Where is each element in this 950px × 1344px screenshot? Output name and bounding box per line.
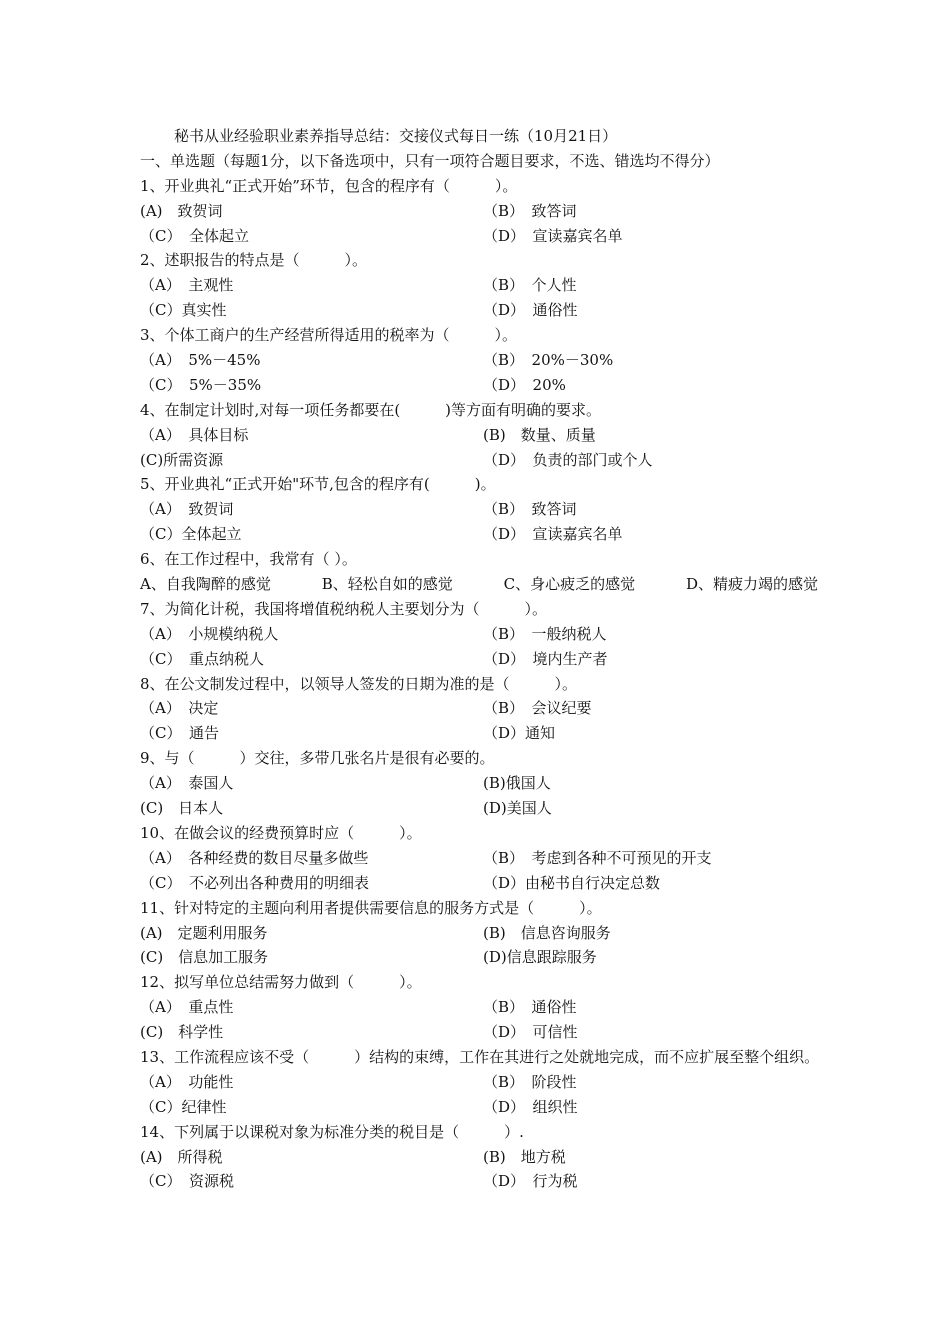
- question-6-stem: 6、在工作过程中，我常有（ ）。: [140, 550, 357, 569]
- question-1-option-b: （B） 致答词: [483, 201, 577, 220]
- question-4-options-row-1: [140, 423, 830, 448]
- question-1-option-a: (A) 致贺词: [140, 201, 223, 220]
- document-content: [140, 124, 830, 1194]
- question-2-option-b: （B） 个人性: [483, 276, 577, 295]
- question-5-option-a: （A） 致贺词: [140, 500, 234, 519]
- question-9-option-d: (D)美国人: [483, 799, 552, 818]
- question-7-option-b: （B） 一般纳税人: [483, 624, 607, 643]
- question-5-options-row-2: [140, 522, 830, 547]
- question-13-option-a: （A） 功能性: [140, 1072, 234, 1091]
- question-13-options-row-2: [140, 1095, 830, 1120]
- question-8-option-a: （A） 决定: [140, 699, 219, 718]
- question-9-options-row-1: [140, 771, 830, 796]
- question-12-stem: 12、拟写单位总结需努力做到（ ）。: [140, 973, 422, 992]
- question-9-option-b: (B)俄国人: [483, 774, 551, 793]
- question-7-option-c: （C） 重点纳税人: [140, 649, 264, 668]
- question-14-stem: 14、下列属于以课税对象为标准分类的税目是（ ）.: [140, 1122, 524, 1141]
- question-6-option-a: A、自我陶醉的感觉: [140, 575, 271, 594]
- question-11-options-row-2: [140, 945, 830, 970]
- question-9-option-c: (C) 日本人: [140, 799, 224, 818]
- question-6-option-b: B、轻松自如的感觉: [321, 575, 453, 594]
- question-1-options-row-2: [140, 224, 830, 249]
- question-6-option-c: C、身心疲乏的感觉: [503, 575, 636, 594]
- question-3-option-b: （B） 20%－30%: [483, 351, 614, 370]
- question-11-options-row-1: [140, 921, 830, 946]
- question-8-options-row-1: [140, 696, 830, 721]
- question-2-option-d: （D） 通俗性: [483, 301, 578, 320]
- question-11-stem: 11、针对特定的主题向利用者提供需要信息的服务方式是（ ）。: [140, 898, 602, 917]
- question-4-option-c: (C)所需资源: [140, 450, 224, 469]
- question-12-option-c: (C) 科学性: [140, 1023, 224, 1042]
- question-1-stem: 1、开业典礼“正式开始”环节，包含的程序有（ ）。: [140, 176, 518, 195]
- question-4-option-d: （D） 负责的部门或个人: [483, 450, 653, 469]
- question-8-option-d: （D）通知: [483, 724, 556, 743]
- question-3-option-a: （A） 5%－45%: [140, 351, 261, 370]
- question-8-option-b: （B） 会议纪要: [483, 699, 592, 718]
- question-5-stem: 5、开业典礼“正式开始"环节,包含的程序有( )。: [140, 475, 496, 494]
- question-12-options-row-1: [140, 995, 830, 1020]
- question-2-option-c: （C）真实性: [140, 301, 227, 320]
- question-14-option-b: (B) 地方税: [483, 1147, 566, 1166]
- question-12-option-d: （D） 可信性: [483, 1023, 578, 1042]
- question-10-option-c: （C） 不必列出各种费用的明细表: [140, 873, 369, 892]
- question-3-options-row-1: [140, 348, 830, 373]
- document-title: 秘书从业经验职业素养指导总结：交接仪式每日一练（10月21日）: [174, 127, 618, 145]
- question-10-option-d: （D）由秘书自行决定总数: [483, 873, 661, 892]
- question-4-option-a: （A） 具体目标: [140, 425, 249, 444]
- question-6-option-d: D、精疲力竭的感觉: [685, 575, 818, 594]
- question-14-option-c: （C） 资源税: [140, 1172, 234, 1191]
- question-1-option-c: （C） 全体起立: [140, 226, 249, 245]
- question-5-option-d: （D） 宣读嘉宾名单: [483, 525, 623, 544]
- question-11-option-c: (C) 信息加工服务: [140, 948, 269, 967]
- section-heading: 一、单选题（每题1分，以下备选项中，只有一项符合题目要求，不选、错选均不得分）: [140, 151, 720, 170]
- question-14-options-row-1: [140, 1145, 830, 1170]
- question-2-options-row-1: [140, 273, 830, 298]
- question-3-options-row-2: [140, 373, 830, 398]
- question-13-option-b: （B） 阶段性: [483, 1072, 577, 1091]
- question-3-stem: 3、个体工商户的生产经营所得适用的税率为（ ）。: [140, 326, 518, 345]
- question-7-option-d: （D） 境内生产者: [483, 649, 608, 668]
- question-3-option-c: （C） 5%－35%: [140, 375, 262, 394]
- question-12-option-b: （B） 通俗性: [483, 998, 577, 1017]
- question-7-options-row-2: [140, 647, 830, 672]
- question-10-option-b: （B） 考虑到各种不可预见的开支: [483, 848, 712, 867]
- question-2-options-row-2: [140, 298, 830, 323]
- question-10-options-row-1: [140, 846, 830, 871]
- question-3-option-d: （D） 20%: [483, 375, 566, 394]
- question-7-options-row-1: [140, 622, 830, 647]
- question-10-options-row-2: [140, 871, 830, 896]
- question-10-stem: 10、在做会议的经费预算时应（ ）。: [140, 823, 422, 842]
- question-14-options-row-2: [140, 1169, 830, 1194]
- question-13-option-d: （D） 组织性: [483, 1097, 578, 1116]
- question-13-options-row-1: [140, 1070, 830, 1095]
- question-10-option-a: （A） 各种经费的数目尽量多做些: [140, 848, 369, 867]
- question-14-option-a: (A) 所得税: [140, 1147, 223, 1166]
- question-11-option-d: (D)信息跟踪服务: [483, 948, 597, 967]
- question-8-option-c: （C） 通告: [140, 724, 219, 743]
- question-5-option-b: （B） 致答词: [483, 500, 577, 519]
- question-9-option-a: （A） 泰国人: [140, 774, 234, 793]
- question-5-options-row-1: [140, 497, 830, 522]
- question-11-option-b: (B) 信息咨询服务: [483, 923, 611, 942]
- question-4-option-b: (B) 数量、质量: [483, 425, 596, 444]
- question-9-stem: 9、与（ ）交往，多带几张名片是很有必要的。: [140, 749, 495, 768]
- question-8-options-row-2: [140, 721, 830, 746]
- question-13-option-c: （C）纪律性: [140, 1097, 227, 1116]
- question-4-stem: 4、在制定计划时,对每一项任务都要在( )等方面有明确的要求。: [140, 400, 602, 419]
- question-2-stem: 2、述职报告的特点是（ ）。: [140, 251, 368, 270]
- question-1-options-row-1: [140, 199, 830, 224]
- question-12-option-a: （A） 重点性: [140, 998, 234, 1017]
- question-14-option-d: （D） 行为税: [483, 1172, 578, 1191]
- question-13-stem: 13、工作流程应该不受（ ）结构的束缚，工作在其进行之处就地完成，而不应扩展至整个组织。: [140, 1047, 820, 1066]
- question-11-option-a: (A) 定题利用服务: [140, 923, 268, 942]
- question-4-options-row-2: [140, 448, 830, 473]
- question-6-options-row: [140, 572, 830, 597]
- question-1-option-d: （D） 宣读嘉宾名单: [483, 226, 623, 245]
- question-12-options-row-2: [140, 1020, 830, 1045]
- question-7-stem: 7、为简化计税，我国将增值税纳税人主要划分为（ ）。: [140, 599, 548, 618]
- question-9-options-row-2: [140, 796, 830, 821]
- question-8-stem: 8、在公文制发过程中，以领导人签发的日期为准的是（ ）。: [140, 674, 578, 693]
- question-2-option-a: （A） 主观性: [140, 276, 234, 295]
- question-5-option-c: （C）全体起立: [140, 525, 242, 544]
- question-7-option-a: （A） 小规模纳税人: [140, 624, 279, 643]
